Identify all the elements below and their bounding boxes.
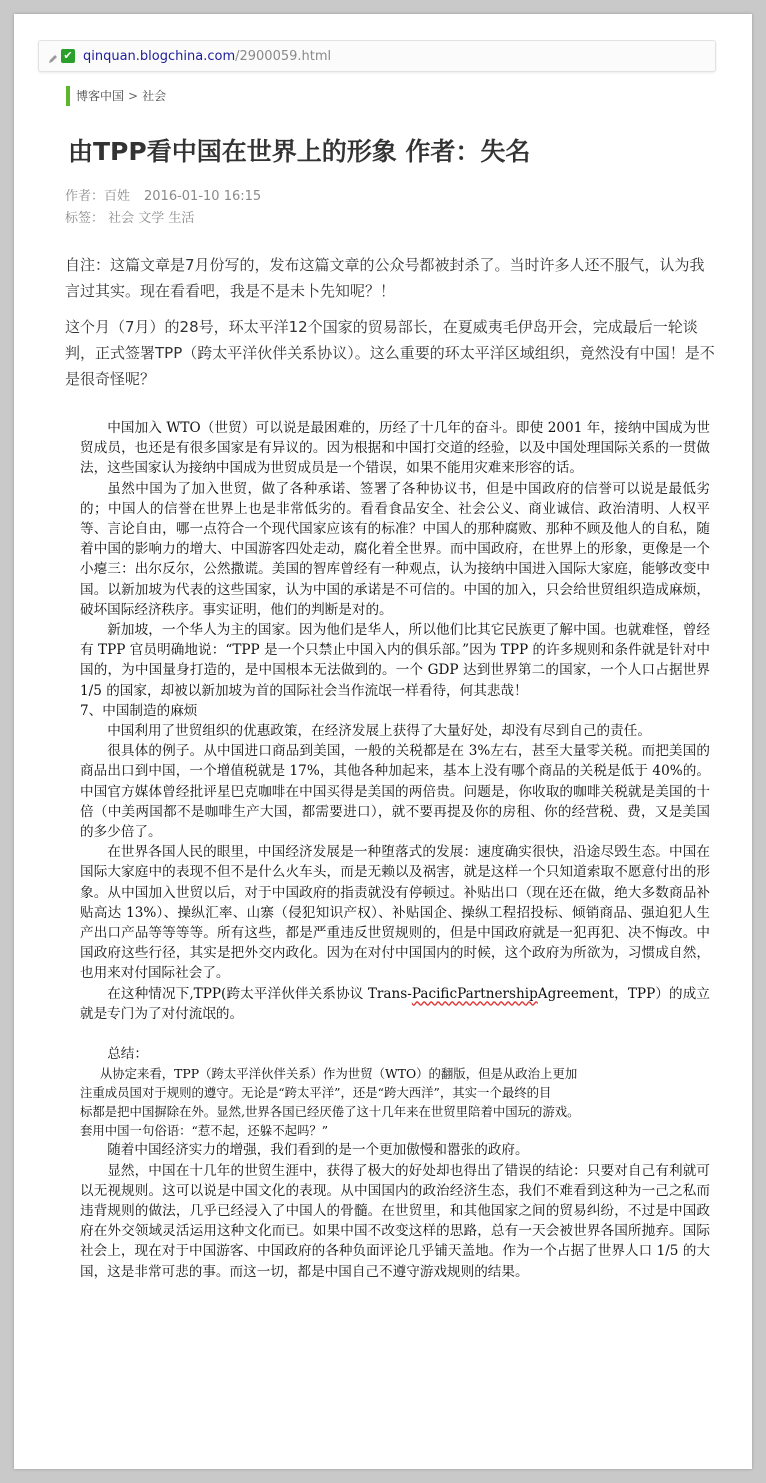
breadcrumb-category-link[interactable]: 社会 xyxy=(142,89,167,103)
scanned-article-body xyxy=(80,418,710,1282)
author-line: 作者：百姓 xyxy=(65,189,131,204)
breadcrumb-separator: > xyxy=(128,89,139,103)
tpp-text-underlined: PacificPartnership xyxy=(411,985,538,1002)
url-path: /2900059.html xyxy=(235,48,332,64)
intro-paragraph-2: 这个月（7月）的28号，环太平洋12个国家的贸易部长，在夏威夷毛伊岛开会，完成最后一轮谈判，正式签署TPP（跨太平洋伙伴关系协议）。这么重要的环太平洋区域组织，竟然没有中国！是不是很奇怪呢？ xyxy=(65,318,715,388)
edit-icon xyxy=(47,50,59,62)
body-paragraph: 虽然中国为了加入世贸，做了各种承诺、签署了各种协议书，但是中国政府的信誉可以说是最低劣的；中国人的信誉在世界上也是非常低劣的。看看食品安全、社会公义、商业诚信、政治清明、人权平等、言论自由，哪一点符合一个现代国家应该有的标准？中国人的那种腐败、那种不顾及他人的自私，随着中国的影响力的增大、中国游客四处走动，腐化着全世界。而中国政府，在世界上的形象，更像是一个小瘪三：出尔反尔，公然撒谎。美国的智库曾经有一种观点，认为接纳中国进入国际大家庭，能够改变中国。以新加坡为代表的这些国家，认为中国的承诺是不可信的。中国的加入，只会给世贸组织造成麻烦，破坏国际经济秩序。事实证明，他们的判断是对的。 xyxy=(80,480,710,618)
summary-line: 标都是把中国摒除在外。显然,世界各国已经厌倦了这十几年来在世贸里陪着中国玩的游戏。 xyxy=(80,1104,580,1120)
article-meta xyxy=(65,186,261,230)
section-paragraph: 很具体的例子。从中国进口商品到美国，一般的关税都是在 3%左右，甚至大量零关税。而把美国的商品出口到中国，一个增值税就是 17%，其他各种加起来，基本上没有哪个商品的关税是低于 40%的。中国官方媒体曾经批评星巴克咖啡在中国买得是美国的两倍贵。问题是，你收取的咖啡关税就是美国的十倍（中美两国都不是咖啡生产大国，都需要进口），就不要再提及你的房租、你的经营税、费，又是美国的多少倍了。 xyxy=(80,743,710,841)
summary-line: 套用中国一句俗语：“惹不起，还躲不起吗？” xyxy=(80,1123,329,1139)
url-host: qinquan.blogchina.com xyxy=(83,48,236,64)
url-text[interactable] xyxy=(83,49,331,64)
closing-paragraph: 随着中国经济实力的增强，我们看到的是一个更加傲慢和嚣张的政府。 xyxy=(107,1142,529,1159)
summary-label: 总结： xyxy=(107,1046,148,1063)
tpp-paragraph xyxy=(80,984,710,1024)
breadcrumb-home-link[interactable]: 博客中国 xyxy=(76,89,125,103)
closing-paragraph: 显然，中国在十几年的世贸生涯中，获得了极大的好处却也得出了错误的结论：只要对自己有利就可以无视规则。这可以说是中国文化的表现。从中国国内的政治经济生态，我们不难看到这种为一己之私而违背规则的做法，几乎已经浸入了中国人的骨髓。在世贸里，和其他国家之间的贸易纠纷，不过是中国政府在外交领域灵活运用这种文化而已。如果中国不改变这样的思路，总有一天会被世界各国所抛弃。国际社会上，现在对于中国游客、中国政府的各种负面评论几乎铺天盖地。作为一个占据了世界人口 1/5 的大国，这是非常可悲的事。而这一切，都是中国自己不遵守游戏规则的结果。 xyxy=(80,1162,710,1280)
summary-line: 注重成员国对于规则的遵守。无论是“跨太平洋”，还是“跨大西洋”，其实一个最终的目 xyxy=(80,1085,552,1101)
section-paragraph: 在世界各国人民的眼里，中国经济发展是一种堕落式的发展：速度确实很快，沿途尽毁生态。中国在国际大家庭中的表现不但不是什么火车头，而是无赖以及祸害，就是这样一个只知道索取不愿意付出的形象。从中国加入世贸以后，对于中国政府的指责就没有停顿过。补贴出口（现在还在做，绝大多数商品补贴高达 13%）、操纵汇率、山寨（侵犯知识产权）、补贴国企、操纵工程招投标、倾销商品、强迫犯人生产出口产品等等等等。所有这些，都是严重违反世贸规则的，但是中国政府就是一犯再犯、决不悔改。中国政府这些行径，其实是把外交内政化。因为在对付中国国内的时候，这个政府为所欲为，习惯成自然，也用来对付国际社会了。 xyxy=(80,844,710,982)
intro-paragraph-1: 自注：这篇文章是7月份写的，发布这篇文章的公众号都被封杀了。当时许多人还不服气，认为我言过其实。现在看看吧，我是不是未卜先知呢？！ xyxy=(65,256,705,300)
tpp-text-c: Agreement，TPP）的成立就是专门为了对付流氓的。 xyxy=(80,985,710,1022)
page xyxy=(14,14,752,1469)
section-heading: 7、中国制造的麻烦 xyxy=(80,702,198,719)
body-paragraph: 新加坡，一个华人为主的国家。因为他们是华人，所以他们比其它民族更了解中国。也就难怪，曾经有 TPP 官员明确地说：“TPP 是一个只禁止中国入内的俱乐部。”因为 TPP 的许多规则和条件就是针对中国的，为中国量身打造的，是中国根本无法做到的。一个 GDP 达到世界第二的国家，一个人口占据世界 1/5 的国家，却被以新加坡为首的国际社会当作流氓一样看待，何其悲哉！ xyxy=(80,622,710,699)
breadcrumb xyxy=(66,86,166,106)
secure-check-icon: ✔ xyxy=(61,49,75,63)
body-paragraph: 中国加入 WTO（世贸）可以说是最困难的，历经了十几年的奋斗。即使 2001 年，接纳中国成为世贸成员，也还是有很多国家是有异议的。因为根据和中国打交道的经验，以及中国处理国际关系的一贯做法，这些国家认为接纳中国成为世贸成员是一个错误，如果不能用灾难来形容的话。 xyxy=(80,420,710,477)
publish-datetime: 2016-01-10 16:15 xyxy=(144,189,262,204)
tags-line[interactable]: 标签： 社会 文学 生活 xyxy=(65,211,195,226)
address-bar[interactable] xyxy=(38,40,716,72)
section-paragraph: 中国利用了世贸组织的优惠政策，在经济发展上获得了大量好处，却没有尽到自己的责任。 xyxy=(107,723,651,740)
tpp-text-a: 在这种情况下,TPP(跨太平洋伙伴关系协议 Trans- xyxy=(107,985,412,1002)
summary-line: 从协定来看，TPP（跨太平洋伙伴关系）作为世贸（WTO）的翻版，但是从政治上更加 xyxy=(99,1066,578,1082)
page-title: 由TPP看中国在世界上的形象 作者：失名 xyxy=(68,137,531,166)
